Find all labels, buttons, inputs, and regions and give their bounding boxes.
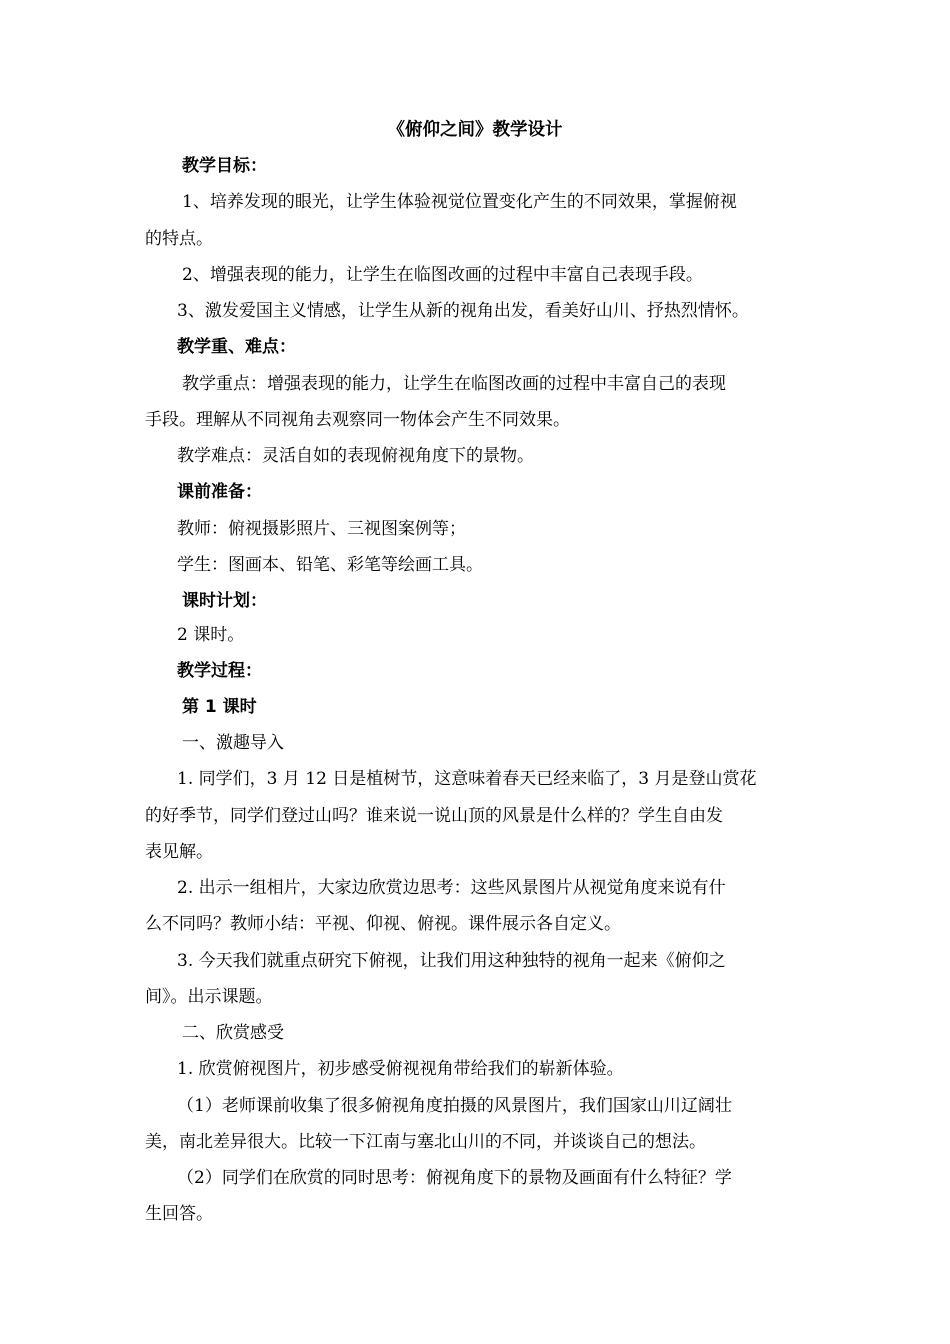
objective-3: 3、激发爱国主义情感，让学生从新的视角出发，看美好山川、抒热烈情怀。	[177, 301, 749, 321]
part-1-p3-line-2: 间》。出示课题。	[145, 987, 273, 1007]
preparation-teacher: 教师：俯视摄影照片、三视图案例等；	[177, 519, 466, 539]
schedule-text: 2 课时。	[177, 625, 245, 645]
part-1-p2-line-2: 么不同吗？教师小结：平视、仰视、俯视。课件展示各自定义。	[145, 914, 621, 934]
part-1-heading: 一、激趣导入	[182, 733, 284, 753]
objective-1-line-2: 的特点。	[145, 229, 213, 249]
lesson-1-heading: 第 1 课时	[182, 697, 257, 717]
preparation-heading: 课前准备：	[177, 482, 262, 502]
part-2-s1-line-1: （1）老师课前收集了很多俯视角度拍摄的风景图片，我们国家山川辽阔壮	[177, 1096, 732, 1116]
part-2-s1-line-2: 美，南北差异很大。比较一下江南与塞北山川的不同，并谈谈自己的想法。	[145, 1132, 706, 1152]
part-2-s2-line-1: （2）同学们在欣赏的同时思考：俯视角度下的景物及画面有什么特征？学	[177, 1168, 732, 1188]
preparation-student: 学生：图画本、铅笔、彩笔等绘画工具。	[177, 555, 483, 575]
document-title: 《俯仰之间》教学设计	[387, 120, 563, 140]
part-1-p1-line-3: 表见解。	[145, 842, 213, 862]
part-2-p1: 1. 欣赏俯视图片，初步感受俯视视角带给我们的崭新体验。	[177, 1059, 624, 1079]
part-1-p1-line-2: 的好季节，同学们登过山吗？谁来说一说山顶的风景是什么样的？学生自由发	[145, 806, 723, 826]
schedule-heading: 课时计划：	[182, 591, 267, 611]
part-1-p1-line-1: 1. 同学们，3 月 12 日是植树节，这意味着春天已经来临了，3 月是登山赏花	[177, 769, 757, 789]
objectives-heading: 教学目标：	[182, 156, 267, 176]
part-2-heading: 二、欣赏感受	[182, 1023, 284, 1043]
key-focus-line-1: 教学重点：增强表现的能力，让学生在临图改画的过程中丰富自己的表现	[182, 374, 726, 394]
key-difficulty: 教学难点：灵活自如的表现俯视角度下的景物。	[177, 446, 534, 466]
process-heading: 教学过程：	[177, 661, 262, 681]
part-1-p2-line-1: 2. 出示一组相片，大家边欣赏边思考：这些风景图片从视觉角度来说有什	[177, 878, 726, 898]
objective-1-line-1: 1、培养发现的眼光，让学生体验视觉位置变化产生的不同效果，掌握俯视	[182, 192, 737, 212]
key-focus-line-2: 手段。理解从不同视角去观察同一物体会产生不同效果。	[145, 410, 570, 430]
part-1-p3-line-1: 3. 今天我们就重点研究下俯视，让我们用这种独特的视角一起来《俯仰之	[177, 951, 726, 971]
part-2-s2-line-2: 生回答。	[145, 1204, 213, 1224]
key-points-heading: 教学重、难点：	[177, 337, 296, 357]
objective-2: 2、增强表现的能力，让学生在临图改画的过程中丰富自己表现手段。	[182, 265, 703, 285]
